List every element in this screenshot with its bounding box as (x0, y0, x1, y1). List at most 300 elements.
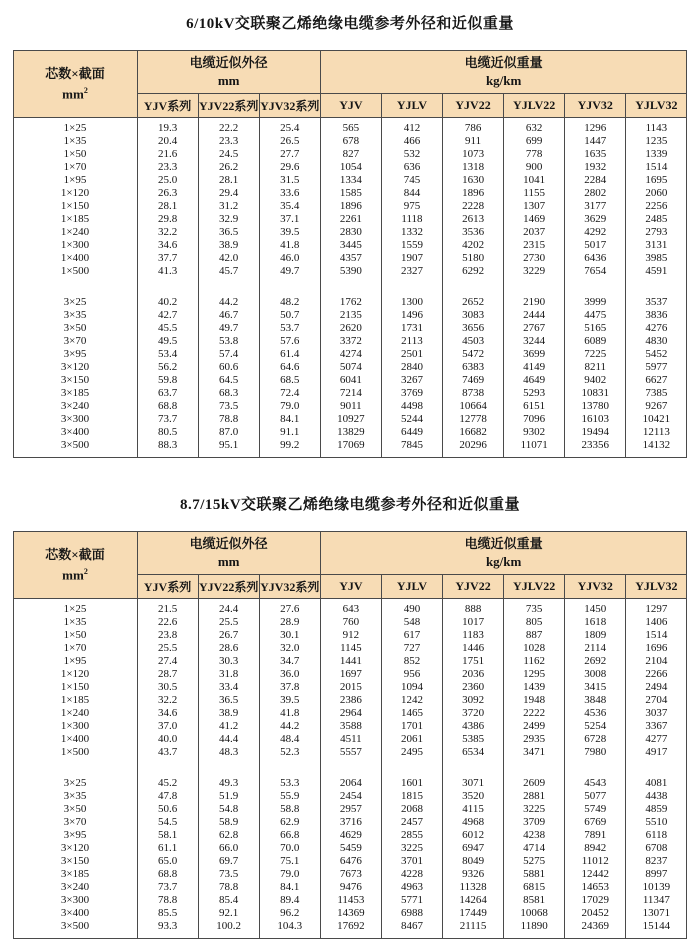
value-cell: 956 (381, 668, 442, 681)
value-cell: 73.5 (198, 868, 259, 881)
value-cell: 6449 (381, 426, 442, 439)
spec-unit-sup: 2 (83, 86, 88, 96)
spec-cell: 1×35 (13, 135, 137, 148)
value-cell: 5452 (626, 348, 687, 361)
spec-cell: 3×150 (13, 374, 137, 387)
spec-cell: 3×25 (13, 292, 137, 309)
value-cell: 1339 (626, 148, 687, 161)
value-cell: 7980 (565, 746, 626, 764)
value-cell: 887 (504, 629, 565, 642)
value-cell: 79.0 (259, 868, 320, 881)
value-cell: 760 (320, 616, 381, 629)
value-cell: 58.9 (198, 816, 259, 829)
value-cell: 1630 (443, 174, 504, 187)
value-cell: 62.8 (198, 829, 259, 842)
spec-cell: 3×300 (13, 894, 137, 907)
value-cell: 6728 (565, 733, 626, 746)
table-row (13, 200, 687, 213)
value-cell: 4115 (443, 803, 504, 816)
weight-group-label: 电缆近似重量 (464, 536, 543, 551)
value-cell: 1896 (443, 187, 504, 200)
value-cell: 17029 (565, 894, 626, 907)
value-cell: 2256 (626, 200, 687, 213)
value-cell: 1932 (565, 161, 626, 174)
value-cell: 1815 (381, 790, 442, 803)
value-cell: 23.8 (137, 629, 198, 642)
value-cell: 2327 (381, 265, 442, 283)
value-cell: 3656 (443, 322, 504, 335)
value-cell: 28.7 (137, 668, 198, 681)
value-cell: 30.3 (198, 655, 259, 668)
value-cell: 3999 (565, 292, 626, 309)
series-column-header: YJV22系列 (198, 575, 259, 599)
value-cell: 37.1 (259, 213, 320, 226)
table-row (13, 599, 687, 617)
value-cell: 3071 (443, 773, 504, 790)
spec-cell: 1×25 (13, 599, 137, 617)
value-cell: 2620 (320, 322, 381, 335)
value-cell: 4357 (320, 252, 381, 265)
value-cell: 636 (381, 161, 442, 174)
spec-cell: 3×95 (13, 348, 137, 361)
spec-cell: 3×500 (13, 920, 137, 939)
value-cell: 59.8 (137, 374, 198, 387)
spec-cell: 1×150 (13, 200, 137, 213)
table-row (13, 213, 687, 226)
spec-cell: 3×120 (13, 842, 137, 855)
value-cell: 1896 (320, 200, 381, 213)
value-cell: 844 (381, 187, 442, 200)
table-row (13, 135, 687, 148)
value-cell: 16103 (565, 413, 626, 426)
value-cell: 3520 (443, 790, 504, 803)
value-cell: 32.2 (137, 694, 198, 707)
value-cell: 69.7 (198, 855, 259, 868)
table-row (13, 348, 687, 361)
value-cell: 54.8 (198, 803, 259, 816)
value-cell: 1446 (443, 642, 504, 655)
value-cell: 45.5 (137, 322, 198, 335)
value-cell: 2061 (381, 733, 442, 746)
value-cell: 3415 (565, 681, 626, 694)
value-cell: 4649 (504, 374, 565, 387)
value-cell: 61.1 (137, 842, 198, 855)
value-cell: 1054 (320, 161, 381, 174)
value-cell: 51.9 (198, 790, 259, 803)
value-cell: 8237 (626, 855, 687, 868)
value-cell: 32.2 (137, 226, 198, 239)
value-cell: 39.5 (259, 226, 320, 239)
spec-cell: 3×120 (13, 361, 137, 374)
spec-cell: 1×70 (13, 161, 137, 174)
spec-cell: 1×25 (13, 118, 137, 136)
value-cell: 37.0 (137, 720, 198, 733)
spec-cell: 3×240 (13, 881, 137, 894)
value-cell: 4149 (504, 361, 565, 374)
table-row (13, 881, 687, 894)
table-body-6-10kv (13, 118, 687, 458)
value-cell: 1469 (504, 213, 565, 226)
value-cell: 4498 (381, 400, 442, 413)
value-cell: 1300 (381, 292, 442, 309)
value-cell: 58.8 (259, 803, 320, 816)
value-cell: 2228 (443, 200, 504, 213)
value-cell: 2495 (381, 746, 442, 764)
value-cell: 32.0 (259, 642, 320, 655)
value-cell: 13071 (626, 907, 687, 920)
value-cell: 29.6 (259, 161, 320, 174)
value-cell: 21.6 (137, 148, 198, 161)
value-cell: 3709 (504, 816, 565, 829)
value-cell: 66.0 (198, 842, 259, 855)
value-cell: 2613 (443, 213, 504, 226)
value-cell: 1162 (504, 655, 565, 668)
value-cell: 61.4 (259, 348, 320, 361)
value-cell: 6012 (443, 829, 504, 842)
value-cell: 25.0 (137, 174, 198, 187)
table-row (13, 335, 687, 348)
value-cell: 4543 (565, 773, 626, 790)
value-cell: 5510 (626, 816, 687, 829)
value-cell: 91.1 (259, 426, 320, 439)
value-cell: 41.2 (198, 720, 259, 733)
value-cell: 54.5 (137, 816, 198, 829)
value-cell: 20.4 (137, 135, 198, 148)
value-cell: 3008 (565, 668, 626, 681)
value-cell: 53.3 (259, 773, 320, 790)
value-cell: 9302 (504, 426, 565, 439)
value-cell: 1585 (320, 187, 381, 200)
value-cell: 63.7 (137, 387, 198, 400)
value-cell: 8467 (381, 920, 442, 939)
value-cell: 4503 (443, 335, 504, 348)
value-cell: 87.0 (198, 426, 259, 439)
value-cell: 62.9 (259, 816, 320, 829)
value-cell: 10068 (504, 907, 565, 920)
value-cell: 85.5 (137, 907, 198, 920)
value-cell: 2793 (626, 226, 687, 239)
value-cell: 5881 (504, 868, 565, 881)
spec-cell: 1×150 (13, 681, 137, 694)
value-cell: 99.2 (259, 439, 320, 458)
spec-cell: 3×300 (13, 413, 137, 426)
value-cell: 84.1 (259, 413, 320, 426)
value-cell: 5459 (320, 842, 381, 855)
value-cell: 2802 (565, 187, 626, 200)
spec-cell: 1×120 (13, 187, 137, 200)
value-cell: 6041 (320, 374, 381, 387)
value-cell: 4475 (565, 309, 626, 322)
value-cell: 29.8 (137, 213, 198, 226)
value-cell: 75.1 (259, 855, 320, 868)
value-cell: 20296 (443, 439, 504, 458)
value-cell: 3769 (381, 387, 442, 400)
value-cell: 1701 (381, 720, 442, 733)
value-cell: 3225 (381, 842, 442, 855)
value-cell: 4536 (565, 707, 626, 720)
value-cell: 8049 (443, 855, 504, 868)
value-cell: 68.3 (198, 387, 259, 400)
value-cell: 8211 (565, 361, 626, 374)
value-cell: 23.3 (137, 161, 198, 174)
value-cell: 41.8 (259, 707, 320, 720)
value-cell: 4511 (320, 733, 381, 746)
value-cell: 6769 (565, 816, 626, 829)
spec-cell: 1×95 (13, 655, 137, 668)
value-cell: 21115 (443, 920, 504, 939)
value-cell: 2284 (565, 174, 626, 187)
table-row (13, 187, 687, 200)
value-cell: 2360 (443, 681, 504, 694)
value-cell: 28.6 (198, 642, 259, 655)
value-cell: 26.3 (137, 187, 198, 200)
table-row (13, 773, 687, 790)
series-column-header: YJLV32 (626, 575, 687, 599)
value-cell: 3083 (443, 309, 504, 322)
value-cell: 60.6 (198, 361, 259, 374)
value-cell: 5977 (626, 361, 687, 374)
value-cell: 2114 (565, 642, 626, 655)
value-cell: 3267 (381, 374, 442, 387)
table-row (13, 720, 687, 733)
value-cell: 4292 (565, 226, 626, 239)
value-cell: 852 (381, 655, 442, 668)
spec-cell: 3×240 (13, 400, 137, 413)
spec-unit-sup: 2 (83, 567, 88, 577)
value-cell: 96.2 (259, 907, 320, 920)
table-row (13, 265, 687, 283)
value-cell: 2444 (504, 309, 565, 322)
value-cell: 3131 (626, 239, 687, 252)
spec-cell: 3×185 (13, 868, 137, 881)
value-cell: 778 (504, 148, 565, 161)
value-cell: 8942 (565, 842, 626, 855)
value-cell: 678 (320, 135, 381, 148)
spec-cell: 1×300 (13, 720, 137, 733)
value-cell: 4274 (320, 348, 381, 361)
value-cell: 92.1 (198, 907, 259, 920)
value-cell: 4386 (443, 720, 504, 733)
value-cell: 68.8 (137, 868, 198, 881)
value-cell: 7891 (565, 829, 626, 842)
value-cell: 79.0 (259, 400, 320, 413)
value-cell: 2222 (504, 707, 565, 720)
value-cell: 5077 (565, 790, 626, 803)
table-row (13, 816, 687, 829)
diameter-group-label: 电缆近似外径 (189, 536, 268, 551)
spec-cell: 3×35 (13, 790, 137, 803)
value-cell: 2609 (504, 773, 565, 790)
value-cell: 5749 (565, 803, 626, 816)
value-cell: 4202 (443, 239, 504, 252)
value-cell: 6118 (626, 829, 687, 842)
value-cell: 3588 (320, 720, 381, 733)
value-cell: 1601 (381, 773, 442, 790)
value-cell: 6947 (443, 842, 504, 855)
value-cell: 14369 (320, 907, 381, 920)
value-cell: 3537 (626, 292, 687, 309)
value-cell: 52.3 (259, 746, 320, 764)
value-cell: 1441 (320, 655, 381, 668)
table-body-8-7-15kv (13, 599, 687, 939)
value-cell: 4714 (504, 842, 565, 855)
value-cell: 1094 (381, 681, 442, 694)
spec-label: 芯数×截面 (45, 547, 105, 563)
series-column-header: YJLV (381, 94, 442, 118)
value-cell: 35.4 (259, 200, 320, 213)
weight-group-header (320, 532, 687, 575)
table-row (13, 361, 687, 374)
value-cell: 12442 (565, 868, 626, 881)
value-cell: 5275 (504, 855, 565, 868)
value-cell: 1496 (381, 309, 442, 322)
spec-label: 芯数×截面 (45, 66, 105, 82)
value-cell: 40.0 (137, 733, 198, 746)
value-cell: 827 (320, 148, 381, 161)
table-row (13, 426, 687, 439)
value-cell: 21.5 (137, 599, 198, 617)
series-column-header: YJV (320, 94, 381, 118)
value-cell: 33.4 (198, 681, 259, 694)
value-cell: 44.4 (198, 733, 259, 746)
value-cell: 2261 (320, 213, 381, 226)
value-cell: 5557 (320, 746, 381, 764)
value-cell: 4917 (626, 746, 687, 764)
value-cell: 78.8 (137, 894, 198, 907)
spec-cell: 1×95 (13, 174, 137, 187)
value-cell: 27.6 (259, 599, 320, 617)
value-cell: 1751 (443, 655, 504, 668)
table-row (13, 161, 687, 174)
value-cell: 11012 (565, 855, 626, 868)
value-cell: 88.3 (137, 439, 198, 458)
spec-cell: 3×50 (13, 803, 137, 816)
spec-column-header (13, 51, 137, 118)
series-column-header: YJLV32 (626, 94, 687, 118)
value-cell: 632 (504, 118, 565, 136)
value-cell: 2485 (626, 213, 687, 226)
value-cell: 8997 (626, 868, 687, 881)
value-cell: 3037 (626, 707, 687, 720)
value-cell: 34.7 (259, 655, 320, 668)
table-section-6-10kv (0, 0, 700, 458)
value-cell: 22.2 (198, 118, 259, 136)
value-cell: 5293 (504, 387, 565, 400)
value-cell: 490 (381, 599, 442, 617)
value-cell: 89.4 (259, 894, 320, 907)
value-cell: 10421 (626, 413, 687, 426)
value-cell: 2499 (504, 720, 565, 733)
value-cell: 57.4 (198, 348, 259, 361)
value-cell: 412 (381, 118, 442, 136)
value-cell: 28.1 (198, 174, 259, 187)
value-cell: 1514 (626, 629, 687, 642)
value-cell: 3471 (504, 746, 565, 764)
value-cell: 33.6 (259, 187, 320, 200)
value-cell: 1695 (626, 174, 687, 187)
table-row (13, 239, 687, 252)
value-cell: 3629 (565, 213, 626, 226)
value-cell: 11071 (504, 439, 565, 458)
value-cell: 13780 (565, 400, 626, 413)
series-column-header: YJV32系列 (259, 575, 320, 599)
spec-cell: 1×185 (13, 213, 137, 226)
value-cell: 36.5 (198, 226, 259, 239)
table-row (13, 629, 687, 642)
value-cell: 900 (504, 161, 565, 174)
value-cell: 1143 (626, 118, 687, 136)
value-cell: 7845 (381, 439, 442, 458)
value-cell: 70.0 (259, 842, 320, 855)
value-cell: 9326 (443, 868, 504, 881)
table-row (13, 413, 687, 426)
value-cell: 9267 (626, 400, 687, 413)
value-cell: 6089 (565, 335, 626, 348)
value-cell: 64.6 (259, 361, 320, 374)
table-title-6-10kv: 6/10kV交联聚乙烯绝缘电缆参考外径和近似重量 (186, 16, 514, 32)
value-cell: 1809 (565, 629, 626, 642)
value-cell: 786 (443, 118, 504, 136)
value-cell: 1017 (443, 616, 504, 629)
spec-cell: 3×185 (13, 387, 137, 400)
value-cell: 4859 (626, 803, 687, 816)
value-cell: 25.5 (198, 616, 259, 629)
value-cell: 42.7 (137, 309, 198, 322)
value-cell: 17449 (443, 907, 504, 920)
value-cell: 4277 (626, 733, 687, 746)
value-cell: 5390 (320, 265, 381, 283)
table-row (13, 309, 687, 322)
value-cell: 699 (504, 135, 565, 148)
value-cell: 68.5 (259, 374, 320, 387)
value-cell: 2935 (504, 733, 565, 746)
series-column-header: YJLV (381, 575, 442, 599)
value-cell: 735 (504, 599, 565, 617)
spec-column-header (13, 532, 137, 599)
value-cell: 4968 (443, 816, 504, 829)
value-cell: 34.6 (137, 707, 198, 720)
value-cell: 617 (381, 629, 442, 642)
value-cell: 12113 (626, 426, 687, 439)
spec-cell: 1×300 (13, 239, 137, 252)
value-cell: 6436 (565, 252, 626, 265)
value-cell: 2730 (504, 252, 565, 265)
value-cell: 78.8 (198, 413, 259, 426)
value-cell: 912 (320, 629, 381, 642)
series-column-header: YJLV22 (504, 575, 565, 599)
spec-cell: 3×400 (13, 907, 137, 920)
value-cell: 2454 (320, 790, 381, 803)
value-cell: 8581 (504, 894, 565, 907)
value-cell: 28.9 (259, 616, 320, 629)
value-cell: 16682 (443, 426, 504, 439)
value-cell: 5180 (443, 252, 504, 265)
table-row (13, 868, 687, 881)
cable-table-8-7-15kv (13, 531, 688, 939)
value-cell: 4228 (381, 868, 442, 881)
spec-cell: 1×185 (13, 694, 137, 707)
spec-cell: 1×240 (13, 226, 137, 239)
value-cell: 1296 (565, 118, 626, 136)
value-cell: 2104 (626, 655, 687, 668)
value-cell: 548 (381, 616, 442, 629)
value-cell: 2113 (381, 335, 442, 348)
value-cell: 9476 (320, 881, 381, 894)
value-cell: 43.7 (137, 746, 198, 764)
value-cell: 2501 (381, 348, 442, 361)
value-cell: 2957 (320, 803, 381, 816)
table-row (13, 707, 687, 720)
